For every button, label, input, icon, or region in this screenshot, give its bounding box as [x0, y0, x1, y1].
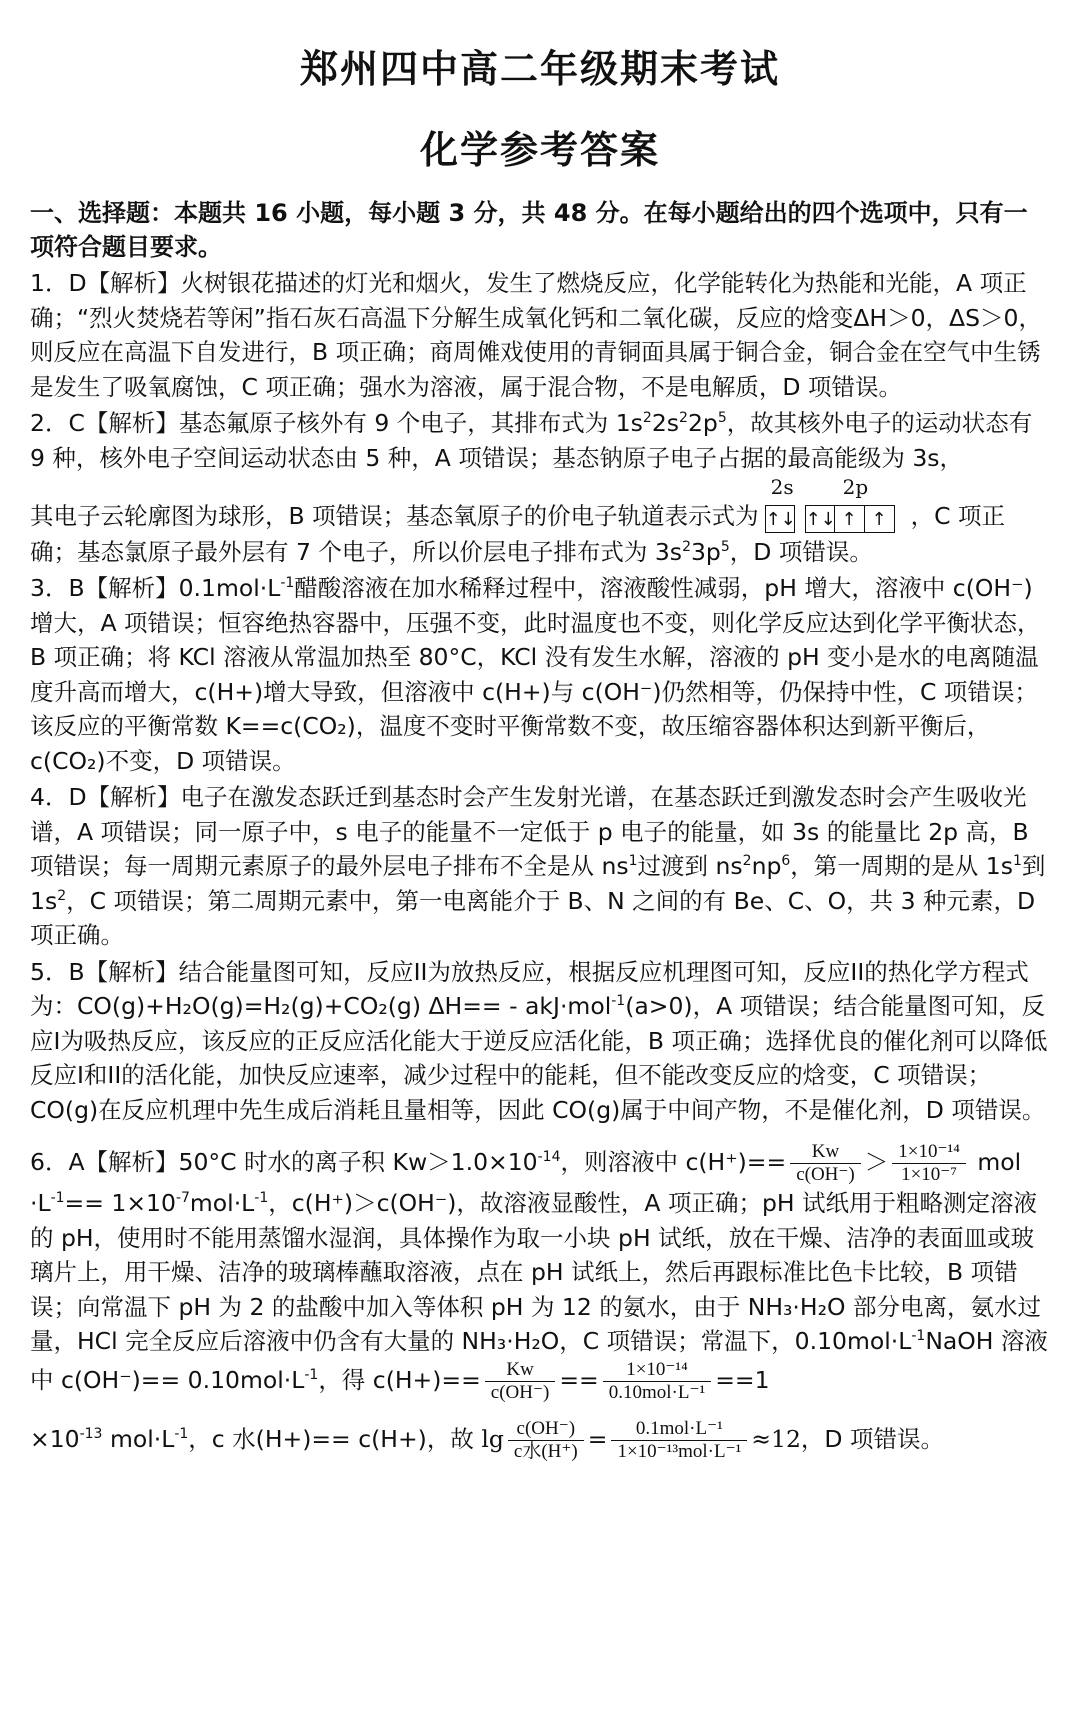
fraction-kw-over-oh-2: $\frac{Kw}{c(OH^-)}$: [485, 1359, 556, 1404]
orbital-box-2p-1: ↑↓: [805, 505, 835, 533]
question-1: [30, 266, 1050, 404]
q2-text-orbital: 其电子云轮廓图为球形，B 项错误；基态氧原子的价电子轨道表示式为 2s 2p ↑↓ ↑↓ ↑ ↑ ，C 项正确；基态氯原子最外层有 7 个电子，所以价层电子排布式为 $3s^23p^5$，D 项错误。: [30, 499, 1050, 569]
q2-text: 2．C【解析】基态氟原子核外有 9 个电子，其排布式为 $1s^22s^22p^5$，故其核外电子的运动状态有 9 种，核外电子空间运动状态由 5 种，A 项错误；基态钠原子电子占据的最高能级为 3s，: [30, 409, 1033, 472]
q3-text: 3．B【解析】$0.1mol\cdot L^{-1}$醋酸溶液在加水稀释过程中，溶液酸性减弱，pH 增大，溶液中 c(OH⁻)增大，A 项错误；恒容绝热容器中，压强不变，此时温度也不变，则化学反应达到化学平衡状态，B 项正确；将 KCl 溶液从常温加热至 80°C，KCl 没有发生水解，溶液的 pH 变小是水的电离随温度升高而增大，c(H+)增大导致，但溶液中 c(H+)与 c(OH⁻)仍然相等，仍保持中性，C 项错误；该反应的平衡常数 K==c(CO₂)，温度不变时平衡常数不变，故压缩容器体积达到新平衡后， c(CO₂)不变，D 项错误。: [30, 574, 1041, 775]
fraction-1e-14-over-0.10: $\frac{\text{1×10⁻¹⁴}}{\text{0.10mol·L⁻¹}}$: [603, 1359, 711, 1404]
orbital-label-2s: 2s: [770, 475, 794, 500]
orbital-diagram: [765, 475, 905, 535]
q4-text: 4．D【解析】电子在激发态跃迁到基态时会产生发射光谱，在基态跃迁到激发态时会产生吸收光谱，A 项错误；同一原子中，s 电子的能量不一定低于 p 电子的能量，如 3s 的能量比 2p 高，B 项错误；每一周期元素原子的最外层电子排布不全是从 $ns^1$过渡到 $ns^2np^6$，第一周期的是从 $1s^1$到 $1s^2$，C 项错误；第二周期元素中，第一电离能介于 B、N 之间的有 Be、C、O，共 3 种元素，D 项正确。: [30, 783, 1046, 950]
section-heading: 一、选择题：本题共 16 小题，每小题 3 分，共 48 分。在每小题给出的四个选项中，只有一项符合题目要求。: [30, 199, 1028, 261]
question-4: [30, 780, 1050, 953]
question-3: [30, 571, 1050, 778]
page-title: 郑州四中高二年级期末考试: [299, 47, 780, 91]
fraction-kw-over-oh: $\frac{Kw}{c(OH^-)}$: [790, 1141, 861, 1186]
q6-text: 6．A【解析】50°C 时水的离子积 $Kw>1.0\times 10^{-14}$，则溶液中 c(H⁺)== $\frac{Kw}{c(OH^-)}$ ＞ $\frac{\text{1×10⁻¹⁴}}{\text{1×10⁻⁷}}$ mol $\cdot L^{-1}== 1\times 10^{-7}mol\cdot L^{-1}$，c(H⁺)＞c(OH⁻)，故溶液显酸性，A 项正确；pH 试纸用于粗略测定溶液的 pH，使用时不能用蒸馏水湿润，具体操作为取一小块 pH 试纸，放在干燥、洁净的表面皿或玻璃片上，用干燥、洁净的玻璃棒蘸取溶液，点在 pH 试纸上，然后再跟标准比色卡比较，B 项错误；向常温下 pH 为 2 的盐酸中加入等体积 pH 为 12 的氨水，由于 NH₃·H₂O 部分电离，氨水过量，HCl 完全反应后溶液中仍含有大量的 NH₃·H₂O，C 项错误；常温下，$0.10mol\cdot L^{-1}NaOH$ 溶液中 $c(OH^-)== 0.10mol\cdot L^{-1}$，得 c(H+)== $\frac{Kw}{c(OH^-)}$ == $\frac{\text{1×10⁻¹⁴}}{\text{0.10mol·L⁻¹}}$ ==1: [30, 1141, 1048, 1403]
q1-text: 1．D【解析】火树银花描述的灯光和烟火，发生了燃烧反应，化学能转化为热能和光能，A 项正确；“烈火焚烧若等闲”指石灰石高温下分解生成氧化钙和二氧化碳，反应的焓变ΔH＞0，ΔS＞0，则反应在高温下自发进行，B 项正确；商周傩戏使用的青铜面具属于铜合金，铜合金在空气中生锈是发生了吸氧腐蚀，C 项正确；强水为溶液，属于混合物，不是电解质，D 项错误。: [30, 269, 1042, 401]
page-subtitle: 化学参考答案: [419, 128, 660, 172]
question-6: [30, 1141, 1050, 1463]
question-2: [30, 406, 1050, 569]
fraction-oh-over-h: $\frac{c(OH^-)}{\text{c水(H⁺)}}$: [508, 1418, 584, 1463]
fraction-1e-14-over-1e-7: $\frac{\text{1×10⁻¹⁴}}{\text{1×10⁻⁷}}$: [892, 1141, 966, 1186]
orbital-box-2s: ↑↓: [765, 505, 795, 533]
lg-symbol: lg: [481, 1424, 504, 1453]
q6-text-end: $\times 10^{-13}$ $mol\cdot L^{-1}$，c 水(H+)== c(H+)，故 lg $\frac{c(OH^-)}{\text{c水(H⁺)}}$ = $\frac{\text{0.1mol·L⁻¹}}{\text{1×10⁻¹³mol·L⁻¹}}$ ≈12，D 项错误。: [30, 1417, 944, 1462]
orbital-label-2p: 2p: [842, 475, 869, 500]
question-5: [30, 955, 1050, 1128]
orbital-box-2p-3: ↑: [865, 505, 895, 533]
orbital-box-2p-2: ↑: [835, 505, 865, 533]
fraction-ratio: $\frac{\text{0.1mol·L⁻¹}}{\text{1×10⁻¹³mol·L⁻¹}}$: [611, 1418, 747, 1463]
q5-text: 5．B【解析】结合能量图可知，反应II为放热反应，根据反应机理图可知，反应II的热化学方程式为：CO(g)+H₂O(g)=H₂(g)+CO₂(g) ΔH== - akJ·mol$^{-1}$(a>0)，A 项错误；结合能量图可知，反应I为吸热反应，该反应的正反应活化能大于逆反应活化能，B 项正确；选择优良的催化剂可以降低反应I和II的活化能，加快反应速率，减少过程中的能耗，但不能改变反应的焓变，C 项错误；CO(g)在反应机理中先生成后消耗且量相等，因此 CO(g)属于中间产物，不是催化剂，D 项错误。: [30, 957, 1048, 1124]
